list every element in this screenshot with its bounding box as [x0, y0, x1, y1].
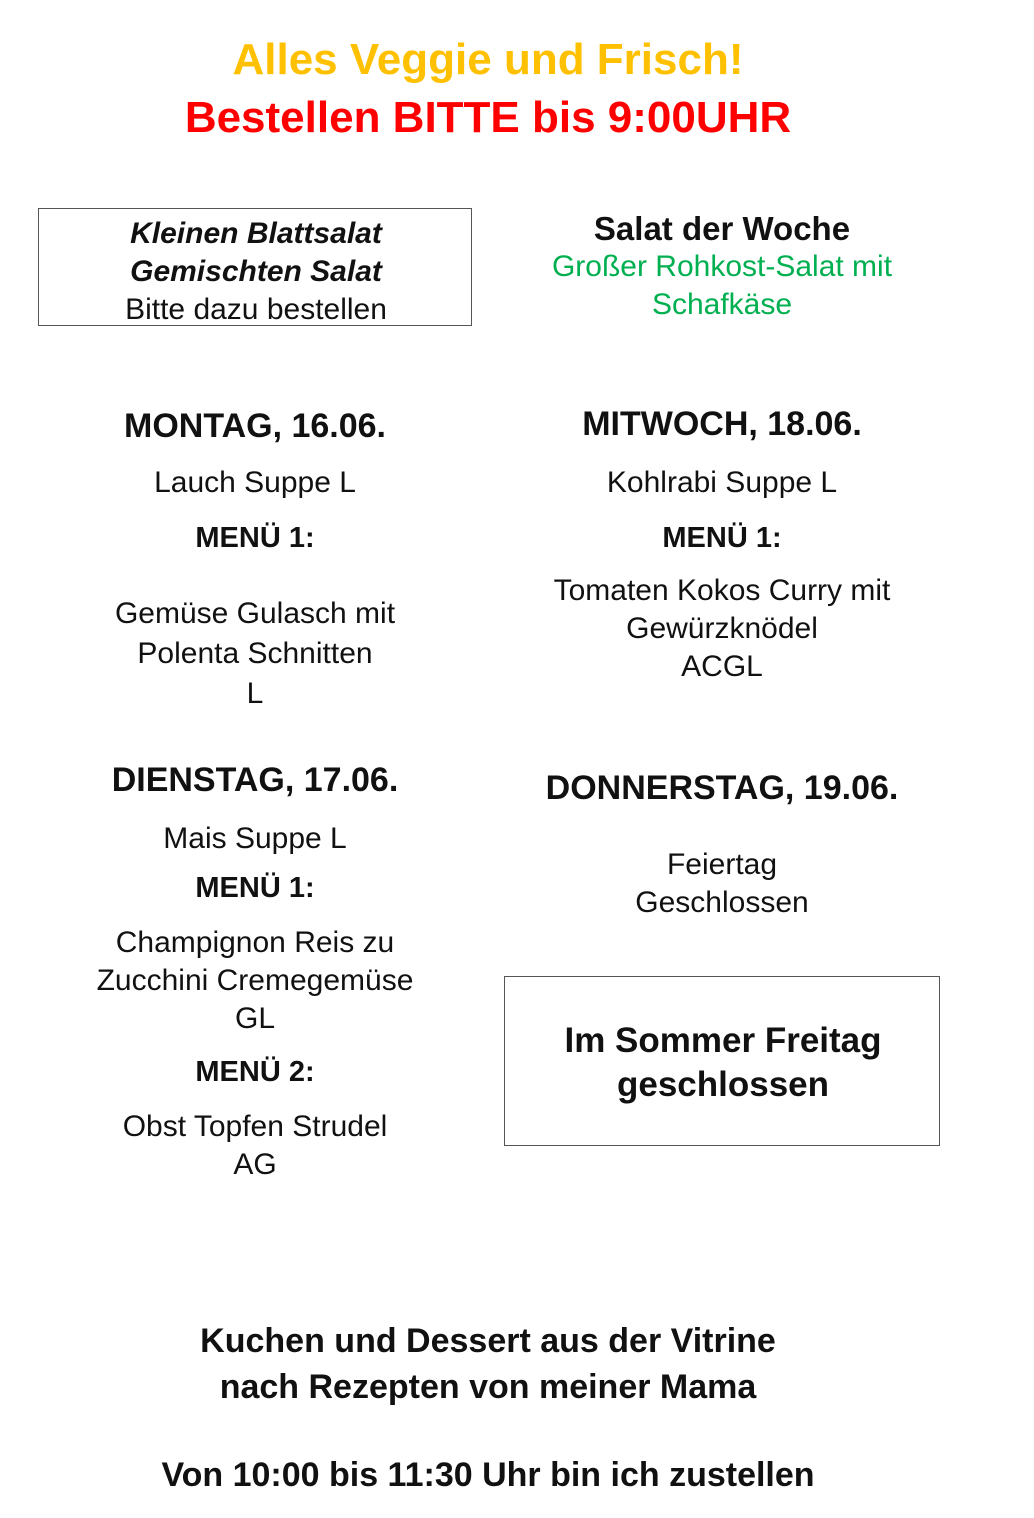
wednesday-menu1-line-2: Gewürzknödel [626, 612, 818, 645]
summer-closed-box [504, 976, 940, 1146]
wednesday-soup: Kohlrabi Suppe L [606, 466, 838, 499]
tuesday-menu1-line-3: GL [234, 1002, 276, 1035]
wednesday-menu1-line-1: Tomaten Kokos Curry mit [553, 574, 891, 607]
wednesday-title: MITWOCH, 18.06. [582, 405, 862, 443]
footer-line-3: Von 10:00 bis 11:30 Uhr bin ich zustellen [161, 1456, 815, 1494]
monday-menu1-line-1: Gemüse Gulasch mit [114, 597, 396, 630]
tuesday-menu1-label: MENÜ 1: [195, 872, 315, 904]
wednesday-section [504, 404, 940, 686]
tuesday-menu1-line-1: Champignon Reis zu [115, 926, 395, 959]
monday-menu1-line-3: L [246, 677, 264, 710]
thursday-section [504, 768, 940, 922]
salad-of-week-line-2: Schafkäse [651, 288, 793, 321]
tuesday-menu2-label: MENÜ 2: [195, 1056, 315, 1088]
monday-title: MONTAG, 16.06. [124, 407, 386, 445]
tuesday-menu2-line-1: Obst Topfen Strudel [122, 1110, 388, 1143]
header-line-1: Alles Veggie und Frisch! [232, 35, 744, 84]
tuesday-menu1-line-2: Zucchini Cremegemüse [96, 964, 414, 997]
tuesday-menu2-line-2: AG [233, 1148, 277, 1181]
monday-menu1-label: MENÜ 1: [195, 522, 315, 554]
footer-line-1: Kuchen und Dessert aus der Vitrine [200, 1322, 776, 1360]
footer-line-2: nach Rezepten von meiner Mama [219, 1368, 757, 1406]
header-line-2: Bestellen BITTE bis 9:00UHR [184, 93, 792, 142]
side-salad-box [38, 208, 472, 326]
side-salad-line-3: Bitte dazu bestellen [125, 293, 387, 326]
summer-closed-line-2: geschlossen [616, 1065, 830, 1104]
monday-menu1-line-2: Polenta Schnitten [137, 637, 373, 670]
thursday-line-1: Feiertag [666, 848, 778, 881]
tuesday-soup: Mais Suppe L [163, 822, 347, 855]
side-salad-line-2: Gemischten Salat [130, 255, 382, 288]
side-salad-line-1: Kleinen Blattsalat [130, 217, 382, 250]
salad-of-week-title: Salat der Woche [593, 210, 851, 247]
salad-of-week-line-1: Großer Rohkost-Salat mit [551, 250, 893, 283]
tuesday-section [38, 760, 472, 1184]
salad-of-week [504, 210, 940, 324]
monday-soup: Lauch Suppe L [154, 466, 356, 499]
monday-section [38, 406, 472, 714]
tuesday-title: DIENSTAG, 17.06. [111, 761, 399, 799]
summer-closed-line-1: Im Sommer Freitag [564, 1021, 882, 1060]
footer [0, 1318, 976, 1498]
thursday-line-2: Geschlossen [635, 886, 809, 919]
wednesday-menu1-label: MENÜ 1: [662, 522, 782, 554]
thursday-title: DONNERSTAG, 19.06. [545, 769, 899, 807]
wednesday-menu1-line-3: ACGL [681, 650, 763, 683]
